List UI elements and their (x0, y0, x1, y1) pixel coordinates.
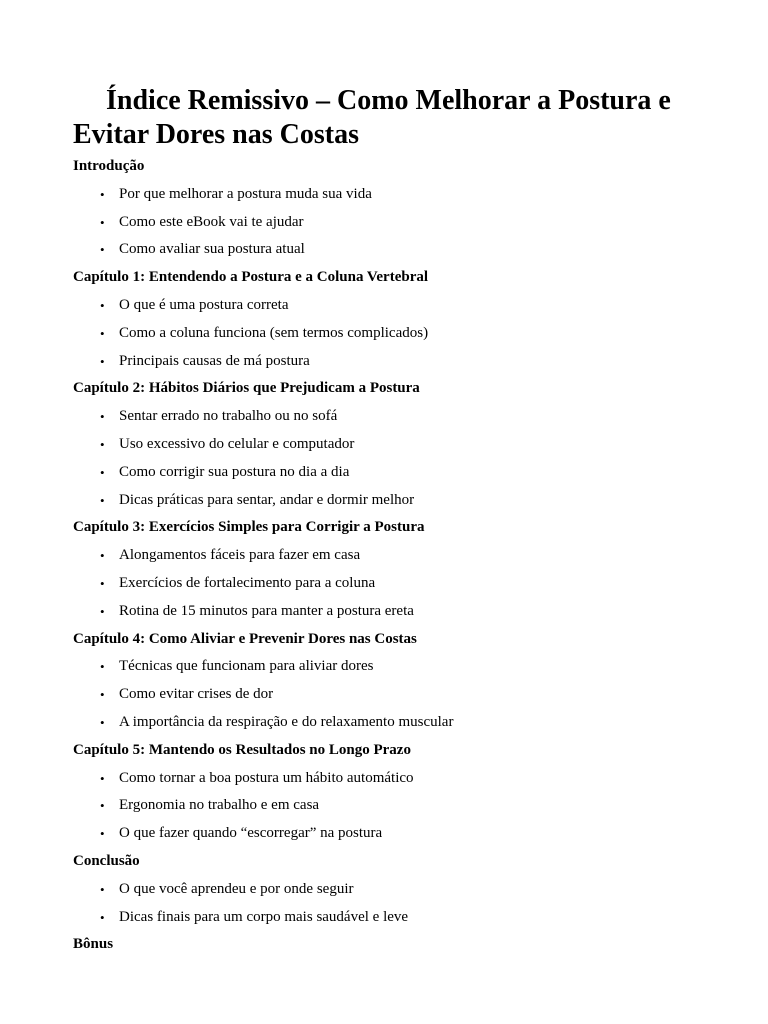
list-item-text: Como tornar a boa postura um hábito automático (119, 769, 414, 786)
toc-section (73, 514, 733, 625)
list-item (73, 209, 733, 237)
list-item (73, 653, 733, 681)
section-heading: Capítulo 4: Como Aliviar e Prevenir Dores nas Costas (73, 630, 417, 647)
bullet-icon: • (100, 575, 105, 591)
section-heading: Capítulo 1: Entendendo a Postura e a Coluna Vertebral (73, 269, 429, 286)
toc-section (73, 931, 733, 959)
list-item-text: Por que melhorar a postura muda sua vida (119, 185, 372, 202)
bullet-icon: • (100, 353, 105, 369)
list-item-text: O que é uma postura correta (119, 296, 289, 313)
list-item-text: Principais causas de má postura (119, 352, 310, 369)
bullet-icon: • (100, 214, 105, 230)
list-item-text: Dicas finais para um corpo mais saudável e leve (119, 908, 409, 925)
toc-section (73, 375, 733, 514)
list-item (73, 792, 733, 820)
list-item (73, 765, 733, 793)
bullet-icon: • (100, 548, 105, 564)
bullet-icon: • (100, 242, 105, 258)
toc-section (73, 153, 733, 264)
list-item (73, 320, 733, 348)
list-item (73, 876, 733, 904)
toc-section (73, 737, 733, 848)
list-item (73, 181, 733, 209)
list-item-text: Como este eBook vai te ajudar (119, 213, 304, 230)
document-title: Índice Remissivo – Como Melhorar a Postura e Evitar Dores nas Costas (73, 85, 671, 150)
section-item-list (73, 292, 733, 375)
table-of-contents (73, 153, 733, 959)
list-item-text: A importância da respiração e do relaxamento muscular (119, 713, 454, 730)
list-item (73, 570, 733, 598)
list-item-text: Como evitar crises de dor (119, 686, 274, 703)
bullet-icon: • (100, 464, 105, 480)
bullet-icon: • (100, 659, 105, 675)
section-heading: Bônus (73, 936, 114, 953)
bullet-icon: • (100, 881, 105, 897)
bullet-icon: • (100, 409, 105, 425)
toc-section (73, 848, 733, 931)
list-item-text: O que fazer quando “escorregar” na postura (119, 825, 383, 842)
section-item-list (73, 876, 733, 932)
section-heading: Capítulo 2: Hábitos Diários que Prejudicam a Postura (73, 380, 420, 397)
section-heading: Capítulo 5: Mantendo os Resultados no Longo Prazo (73, 741, 411, 758)
list-item (73, 431, 733, 459)
bullet-icon: • (100, 603, 105, 619)
list-item-text: Como a coluna funciona (sem termos complicados) (119, 324, 429, 341)
list-item (73, 292, 733, 320)
toc-section (73, 264, 733, 375)
list-item (73, 820, 733, 848)
bullet-icon: • (100, 687, 105, 703)
list-item-text: Como corrigir sua postura no dia a dia (119, 463, 350, 480)
section-item-list (73, 653, 733, 736)
list-item (73, 681, 733, 709)
list-item (73, 904, 733, 932)
section-item-list (73, 542, 733, 625)
section-heading: Capítulo 3: Exercícios Simples para Corrigir a Postura (73, 519, 425, 536)
list-item-text: Exercícios de fortalecimento para a coluna (119, 574, 376, 591)
bullet-icon: • (100, 325, 105, 341)
list-item (73, 709, 733, 737)
list-item-text: Técnicas que funcionam para aliviar dores (119, 658, 374, 675)
bullet-icon: • (100, 826, 105, 842)
section-item-list (73, 403, 733, 514)
list-item (73, 542, 733, 570)
list-item-text: Dicas práticas para sentar, andar e dormir melhor (119, 491, 415, 508)
list-item-text: Rotina de 15 minutos para manter a postura ereta (119, 602, 414, 619)
list-item-text: Sentar errado no trabalho ou no sofá (119, 408, 338, 425)
list-item (73, 598, 733, 626)
bullet-icon: • (100, 186, 105, 202)
list-item-text: O que você aprendeu e por onde seguir (119, 880, 354, 897)
bullet-icon: • (100, 798, 105, 814)
section-item-list (73, 765, 733, 848)
list-item (73, 236, 733, 264)
section-heading: Conclusão (73, 852, 140, 869)
bullet-icon: • (100, 492, 105, 508)
bullet-icon: • (100, 436, 105, 452)
bullet-icon: • (100, 714, 105, 730)
bullet-icon: • (100, 909, 105, 925)
toc-section (73, 626, 733, 737)
section-item-list (73, 181, 733, 264)
list-item (73, 459, 733, 487)
list-item-text: Ergonomia no trabalho e em casa (119, 797, 320, 814)
bullet-icon: • (100, 297, 105, 313)
list-item (73, 403, 733, 431)
list-item-text: Uso excessivo do celular e computador (119, 435, 355, 452)
section-heading: Introdução (73, 158, 145, 174)
list-item-text: Como avaliar sua postura atual (119, 241, 305, 258)
list-item (73, 487, 733, 515)
list-item-text: Alongamentos fáceis para fazer em casa (119, 547, 361, 564)
bullet-icon: • (100, 770, 105, 786)
list-item (73, 348, 733, 376)
